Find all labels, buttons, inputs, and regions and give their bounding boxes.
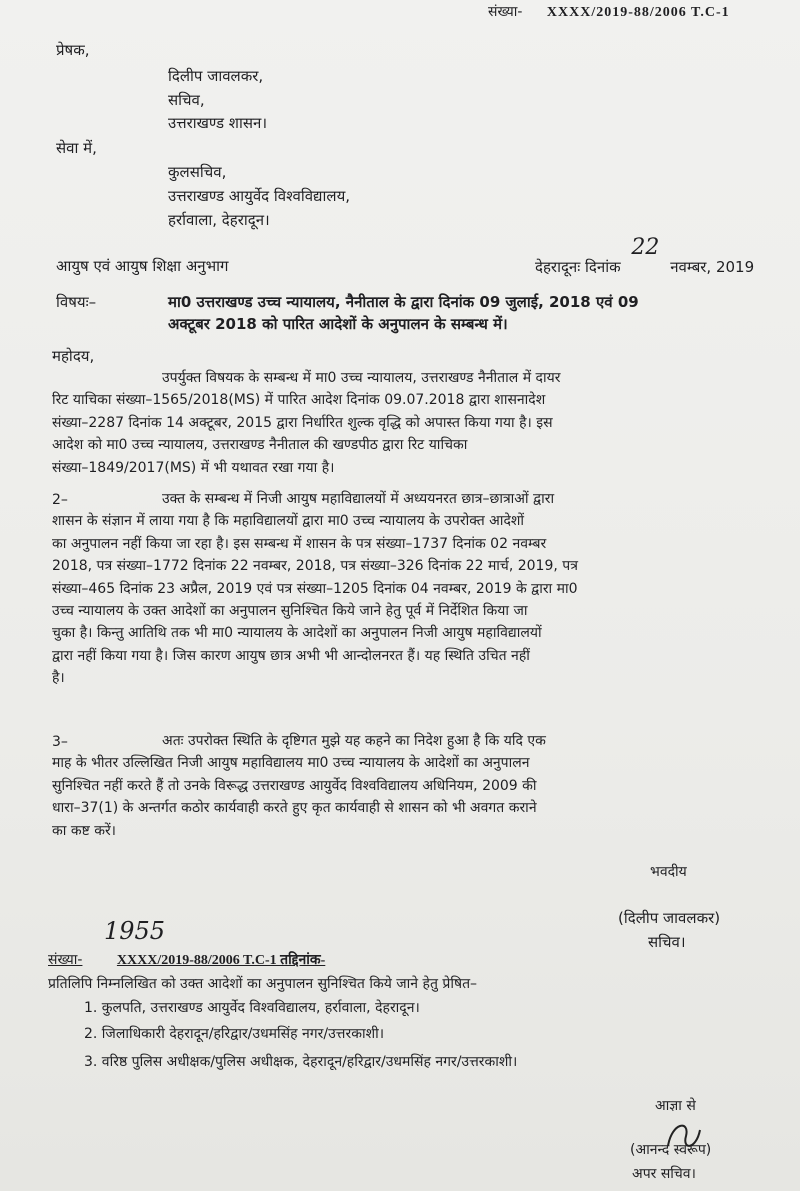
- closing-designation: सचिव।: [648, 933, 686, 951]
- subject-line-1: मा0 उत्तराखण्ड उच्च न्यायालय, नैनीताल के द्वारा दिनांक 09 जुलाई, 2018 एवं 09: [168, 293, 639, 311]
- copy-by-order: आज्ञा से: [655, 1098, 696, 1114]
- date-month-year: नवम्बर, 2019: [670, 258, 755, 276]
- paragraph-1: [52, 367, 768, 479]
- recipient-org: उत्तराखण्ड आयुर्वेद विश्वविद्यालय,: [168, 187, 351, 205]
- copy-item-2: 2. जिलाधिकारी देहरादून/हरिद्वार/उधमसिंह नगर/उत्तरकाशी।: [84, 1026, 385, 1042]
- para1-line: आदेश को मा0 उच्च न्यायालय, उत्तराखण्ड नैनीताल की खण्डपीठ द्वारा रिट याचिका: [52, 437, 468, 454]
- para3-line: अतः उपरोक्त स्थिति के दृष्टिगत मुझे यह कहने का निदेश हुआ है कि यदि एक: [162, 733, 546, 749]
- sender-label: प्रेषक,: [56, 41, 90, 59]
- copy-item-3: 3. वरिष्ठ पुलिस अधीक्षक/पुलिस अधीक्षक, देहरादून/हरिद्वार/उधमसिंह नगर/उत्तरकाशी।: [84, 1054, 518, 1070]
- para2-line: उच्च न्यायालय के उक्त आदेशों का अनुपालन सुनिश्चित किये जाने हेतु पूर्व में निर्देशित किया जा: [52, 603, 528, 620]
- header-ref-label: संख्या-: [488, 4, 523, 20]
- header-ref: [488, 2, 730, 23]
- recipient-name: कुलसचिव,: [168, 163, 227, 181]
- recipient-place: हर्रावाला, देहरादून।: [168, 211, 270, 229]
- copy-handwritten-number: 1955: [104, 917, 166, 945]
- para2-line: 2018, पत्र संख्या–1772 दिनांक 22 नवम्बर, 2018, पत्र संख्या–326 दिनांक 22 मार्च, 2019, पत्र: [52, 558, 578, 575]
- para3-line: का कष्ट करें।: [52, 822, 116, 839]
- para3-line: सुनिश्चित नहीं करते हैं तो उनके विरूद्ध उत्तराखण्ड आयुर्वेद विश्वविद्यालय अधिनियम, 2009 की: [52, 777, 537, 794]
- para2-line: द्वारा नहीं किया गया है। जिस कारण आयुष छात्र अभी भी आन्दोलनरत हैं। यह स्थिति उचित नहीं: [52, 647, 530, 664]
- para3-line: धारा–37(1) के अन्तर्गत कठोर कार्यवाही करते हुए कृत कार्यवाही से शासन को भी अवगत कराने: [52, 800, 537, 817]
- copy-ref-number: XXXX/2019-88/2006 T.C-1 तद्दिनांक-: [116, 953, 326, 968]
- copy-ref: [48, 950, 325, 971]
- copy-signatory: (आनन्द स्वरूप): [630, 1142, 712, 1158]
- para2-line: शासन के संज्ञान में लाया गया है कि महाविद्यालयों द्वारा मा0 उच्च न्यायालय के उपरोक्त आदेशों: [52, 513, 525, 530]
- para2-line: चुका है। किन्तु आतिथि तक भी मा0 न्यायालय के आदेशों का अनुपालन निजी आयुष महाविद्यालयों: [52, 625, 542, 642]
- copy-intro: प्रतिलिपि निम्नलिखित को उक्त आदेशों का अनुपालन सुनिश्चित किये जाने हेतु प्रेषित–: [48, 976, 478, 992]
- para3-line: माह के भीतर उल्लिखित निजी आयुष महाविद्यालय मा0 उच्च न्यायालय के आदेशों का अनुपालन: [52, 755, 530, 772]
- copy-item-1: 1. कुलपति, उत्तराखण्ड आयुर्वेद विश्वविद्यालय, हर्रावाला, देहरादून।: [84, 1000, 420, 1016]
- para2-line: उक्त के सम्बन्ध में निजी आयुष महाविद्यालयों में अध्ययनरत छात्र–छात्राओं द्वारा: [162, 491, 555, 507]
- para3-number: 3–: [52, 734, 68, 750]
- date-day-handwritten: 22: [631, 235, 660, 260]
- paragraph-2: [52, 488, 768, 690]
- paragraph-3: [52, 730, 768, 842]
- copy-ref-label: संख्या-: [48, 952, 83, 968]
- para1-line: रिट याचिका संख्या–1565/2018(MS) में पारित आदेश दिनांक 09.07.2018 द्वारा शासनादेश: [52, 392, 546, 409]
- para2-line: का अनुपालन नहीं किया जा रहा है। इस सम्बन्ध में शासन के पत्र संख्या–1737 दिनांक 02 नवम्बर: [52, 535, 547, 552]
- para2-line: है।: [52, 670, 65, 687]
- sender-office: उत्तराखण्ड शासन।: [168, 114, 268, 132]
- section-name: आयुष एवं आयुष शिक्षा अनुभाग: [56, 257, 229, 275]
- para1-line: उपर्युक्त विषयक के सम्बन्ध में मा0 उच्च न्यायालय, उत्तराखण्ड नैनीताल में दायर: [162, 370, 561, 386]
- recipient-label: सेवा में,: [56, 139, 97, 157]
- salutation: महोदय,: [52, 347, 95, 365]
- date-line: [535, 235, 755, 277]
- closing-yours: भवदीय: [650, 864, 687, 880]
- para1-line: संख्या–1849/2017(MS) में भी यथावत रखा गया है।: [52, 459, 335, 476]
- para2-line: संख्या–465 दिनांक 23 अप्रैल, 2019 एवं पत्र संख्या–1205 दिनांक 04 नवम्बर, 2019 के द्वारा मा0: [52, 580, 578, 597]
- para1-line: संख्या–2287 दिनांक 14 अक्टूबर, 2015 द्वारा निर्धारित शुल्क वृद्धि को अपास्त किया गया है। इस: [52, 414, 553, 431]
- date-prefix: देहरादूनः दिनांक: [535, 258, 621, 276]
- sender-name: दिलीप जावलकर,: [168, 67, 264, 85]
- sender-designation: सचिव,: [168, 91, 205, 109]
- closing-name: (दिलीप जावलकर): [618, 909, 721, 927]
- para2-number: 2–: [52, 492, 68, 508]
- copy-signatory-designation: अपर सचिव।: [632, 1166, 696, 1182]
- subject-label: विषयः–: [56, 293, 97, 311]
- subject-line-2: अक्टूबर 2018 को पारित आदेशों के अनुपालन के सम्बन्ध में।: [168, 315, 508, 333]
- header-ref-number: XXXX/2019-88/2006 T.C-1: [546, 5, 730, 20]
